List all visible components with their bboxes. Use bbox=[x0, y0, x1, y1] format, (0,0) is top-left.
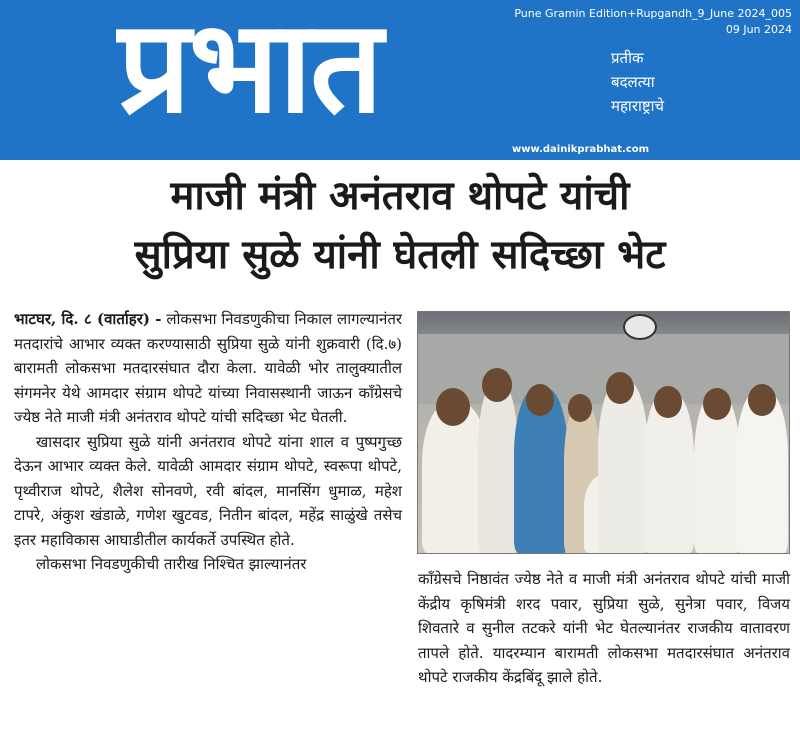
headline-line-1: माजी मंत्री अनंतराव थोपटे यांची bbox=[170, 173, 630, 219]
photo-head bbox=[526, 384, 554, 416]
headline-line-2: सुप्रिया सुळे यांनी घेतली सदिच्छा भेट bbox=[134, 232, 666, 278]
photo-head bbox=[654, 386, 682, 418]
tagline bbox=[611, 46, 664, 118]
photo-head bbox=[482, 368, 512, 402]
edition-info bbox=[514, 6, 792, 38]
article-photo bbox=[417, 311, 790, 554]
paragraph-3: लोकसभा निवडणुकीची तारीख निश्चित झाल्यानंतर bbox=[36, 555, 307, 573]
article-body-left bbox=[14, 307, 402, 577]
photo-person bbox=[598, 381, 648, 553]
photo-head bbox=[436, 388, 470, 426]
dateline: भाटघर, दि. ८ (वार्ताहर) - bbox=[14, 310, 162, 328]
article-headline bbox=[0, 168, 800, 286]
masthead bbox=[0, 0, 800, 160]
paragraph-1-text: लोकसभा निवडणुकीचा निकाल लागल्यानंतर मतदारांचे आभार व्यक्त करण्यासाठी सुप्रिया सुळे यांनी शुक्रवारी (दि.७) बारामती लोकसभा मतदारसंघात दौरा केला. यावेळी भोर तालुक्यातील संगमनेर येथे आमदार संग्राम थोपटे यांच्या निवासस्थानी जाऊन काँग्रेसचे ज्येष्ठ नेते माजी मंत्री अनंतराव थोपटे यांची सदिच्छा भेट घेतली. bbox=[14, 310, 403, 426]
website-link[interactable]: www.dainikprabhat.com bbox=[512, 144, 650, 155]
newspaper-logo: प्रभात bbox=[118, 0, 381, 142]
tagline-line-1: प्रतीक bbox=[611, 49, 644, 67]
paragraph-2: खासदार सुप्रिया सुळे यांनी अनंतराव थोपटे यांना शाल व पुष्पगुच्छ देऊन आभार व्यक्त केले. यावेळी आमदार संग्राम थोपटे, स्वरूपा थोपटे, पृथ्वीराज थोपटे, शैलेश सोनवणे, रवी बांदल, मानसिंग धुमाळ, महेश टापरे, अंकुश खंडाळे, गणेश खुटवड, नितीन बांदल, महेंद्र साळुंखे तसेच इतर महाविकास आघाडीतील कार्यकर्ते उपस्थित होते. bbox=[14, 432, 402, 549]
caption-text: काँग्रेसचे निष्ठावंत ज्येष्ठ नेते व माजी मंत्री अनंतराव थोपटे यांची माजी केंद्रीय कृषिमंत्री शरद पवार, सुप्रिया सुळे, सुनेत्रा पवार, विजय शिवतारे व सुनील तटकरे यांनी भेट घेतल्यानंतर राजकीय वातावरण तापले होते. यादरम्यान बारामती लोकसभा मतदारसंघात अनंतराव थोपटे राजकीय केंद्रबिंदू झाले होते. bbox=[418, 570, 790, 686]
paragraph-1 bbox=[14, 307, 402, 430]
wall-clock bbox=[623, 314, 657, 340]
edition-name: Pune Gramin Edition+Rupgandh_9_June 2024_005 bbox=[514, 7, 792, 20]
photo-head bbox=[568, 394, 592, 422]
tagline-line-2: बदलत्या bbox=[611, 73, 655, 91]
photo-head bbox=[703, 388, 731, 420]
photo-caption bbox=[418, 567, 790, 690]
edition-date: 09 Jun 2024 bbox=[725, 23, 792, 36]
tagline-line-3: महाराष्ट्राचे bbox=[611, 97, 665, 115]
photo-head bbox=[606, 372, 634, 404]
photo-background bbox=[418, 334, 789, 404]
photo-person bbox=[478, 383, 518, 553]
photo-head bbox=[748, 384, 776, 416]
